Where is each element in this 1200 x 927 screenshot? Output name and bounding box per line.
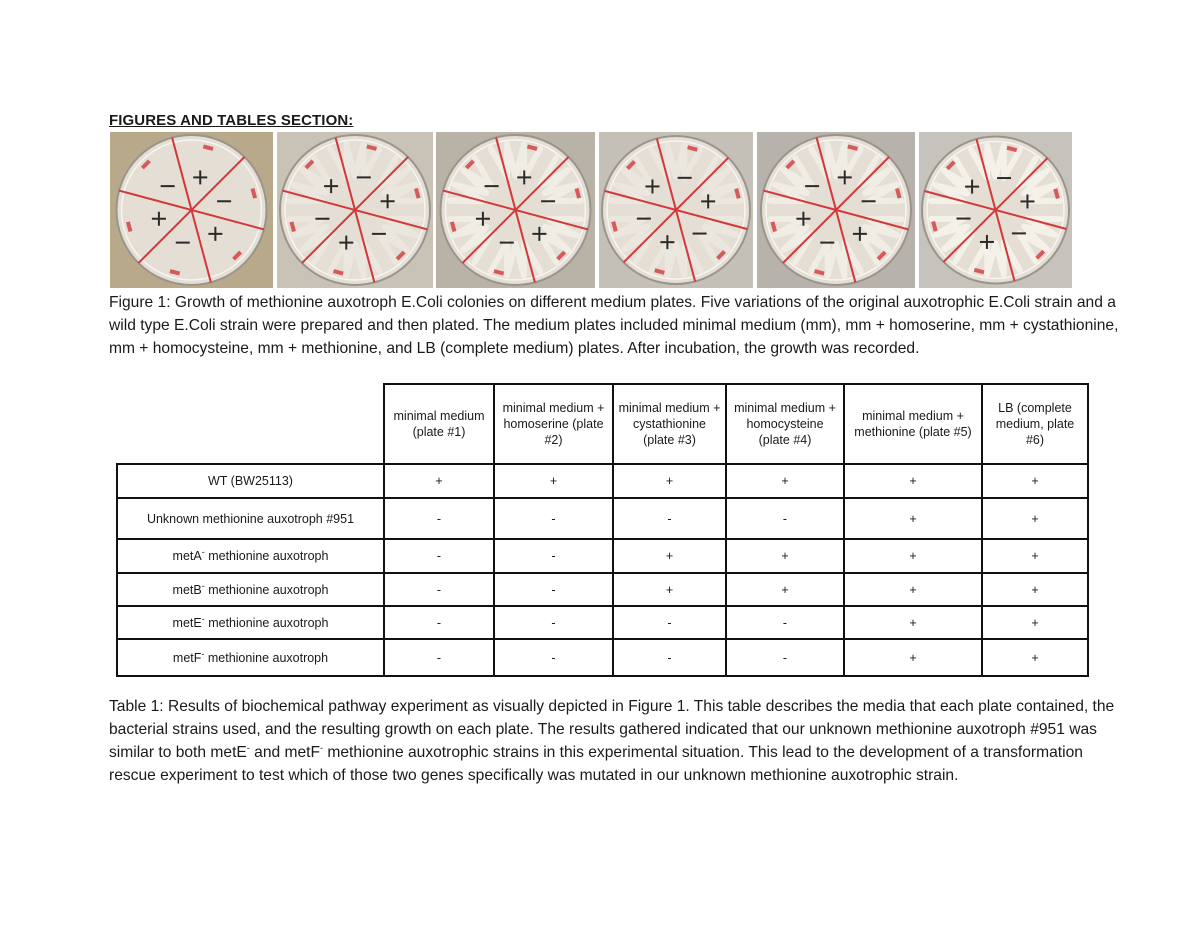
petri-dish-drawing <box>919 132 1072 288</box>
growth-cell: + <box>726 573 844 606</box>
figure-1-plate-photos <box>110 132 1072 288</box>
petri-dish-drawing <box>277 132 433 288</box>
gene-name: metE <box>172 615 202 630</box>
growth-cell: - <box>384 639 494 676</box>
column-header: minimal medium + homocysteine (plate #4) <box>726 384 844 464</box>
growth-cell: + <box>982 573 1088 606</box>
table-caption-text: and <box>249 744 285 761</box>
growth-cell: + <box>844 606 982 639</box>
growth-cell: + <box>982 464 1088 498</box>
results-table <box>116 383 1089 677</box>
table-header-row <box>117 384 1088 464</box>
growth-cell: + <box>982 498 1088 539</box>
gene-name: metB <box>172 582 202 597</box>
growth-cell: + <box>384 464 494 498</box>
gene-name: metE <box>210 744 247 761</box>
table-row <box>117 464 1088 498</box>
growth-cell: + <box>726 539 844 573</box>
petri-dish-drawing <box>436 132 595 288</box>
growth-cell: - <box>384 606 494 639</box>
growth-cell: - <box>494 539 613 573</box>
plate-photo-2 <box>277 132 433 288</box>
growth-cell: + <box>844 539 982 573</box>
growth-cell: - <box>613 606 726 639</box>
plate-photo-1 <box>110 132 273 288</box>
growth-cell: - <box>384 573 494 606</box>
growth-cell: - <box>494 606 613 639</box>
growth-cell: + <box>982 539 1088 573</box>
superscript-minus: - <box>201 580 205 591</box>
column-header: minimal medium (plate #1) <box>384 384 494 464</box>
growth-cell: + <box>613 464 726 498</box>
strain-label <box>117 539 384 573</box>
growth-cell: - <box>384 498 494 539</box>
growth-cell: + <box>844 573 982 606</box>
plate-photo-4 <box>599 132 753 288</box>
table-row <box>117 606 1088 639</box>
plate-photo-3 <box>436 132 595 288</box>
strain-label <box>117 573 384 606</box>
superscript-minus: - <box>201 546 205 557</box>
table-row <box>117 498 1088 539</box>
growth-cell: - <box>384 539 494 573</box>
growth-cell: + <box>726 464 844 498</box>
petri-dish-drawing <box>757 132 915 288</box>
superscript-minus: - <box>201 613 205 624</box>
growth-cell: + <box>844 464 982 498</box>
growth-cell: + <box>613 573 726 606</box>
growth-cell: - <box>726 639 844 676</box>
table-caption-text: methionine auxotrophic strains in this experimental situation. This lead to the development of a transformation rescue experiment to test which of those two genes specifically was mutated in our unknown methionine auxotrophic strain. <box>109 744 1083 784</box>
superscript-minus: - <box>320 742 324 753</box>
strain-label <box>117 606 384 639</box>
strain-suffix: methionine auxotroph <box>204 615 329 630</box>
growth-cell: - <box>726 606 844 639</box>
table-row <box>117 573 1088 606</box>
table-row <box>117 539 1088 573</box>
growth-cell: + <box>844 639 982 676</box>
figure-caption: Figure 1: Growth of methionine auxotroph E.Coli colonies on different medium plates. Five variations of the original auxotrophic E.Coli strain and a wild type E.Coli strain were prepared and then plated. The medium plates included minimal medium (mm), mm + homoserine, mm + cystathionine, mm + homocysteine, mm + methionine, and LB (complete medium) plates. After incubation, the growth was recorded. <box>109 294 1119 357</box>
strain-label: Unknown methionine auxotroph #951 <box>117 498 384 539</box>
gene-name: metF <box>284 744 321 761</box>
plate-photo-5 <box>757 132 915 288</box>
petri-dish-drawing <box>110 132 273 288</box>
growth-cell: + <box>982 606 1088 639</box>
growth-cell: + <box>494 464 613 498</box>
growth-cell: + <box>613 539 726 573</box>
section-heading: FIGURES AND TABLES SECTION: <box>109 112 354 129</box>
column-header: minimal medium + cystathionine (plate #3) <box>613 384 726 464</box>
strain-suffix: methionine auxotroph <box>204 650 329 665</box>
plate-photo-6 <box>919 132 1072 288</box>
growth-cell: + <box>982 639 1088 676</box>
growth-cell: - <box>726 498 844 539</box>
superscript-minus: - <box>246 742 250 753</box>
column-header: minimal medium + homoserine (plate #2) <box>494 384 613 464</box>
column-header: minimal medium + methionine (plate #5) <box>844 384 982 464</box>
strain-suffix: methionine auxotroph <box>204 582 329 597</box>
growth-cell: - <box>613 639 726 676</box>
strain-label: WT (BW25113) <box>117 464 384 498</box>
growth-cell: - <box>494 498 613 539</box>
superscript-minus: - <box>201 648 205 659</box>
column-header: LB (complete medium, plate #6) <box>982 384 1088 464</box>
table-row <box>117 639 1088 676</box>
table-caption-text: Table 1: Results of biochemical pathway experiment as visually depicted in Figure 1. This table describes the media that each plate contained, the bacterial strains used, and the resulting growth on each plate. The results gathered indicated that our unknown methionine auxotroph #951 was similar to both <box>109 698 1115 761</box>
gene-name: metA <box>172 549 202 563</box>
growth-cell: + <box>844 498 982 539</box>
table-corner-cell <box>117 384 384 464</box>
petri-dish-drawing <box>599 132 753 288</box>
growth-cell: - <box>494 573 613 606</box>
table-caption <box>109 695 1119 787</box>
strain-suffix: methionine auxotroph <box>204 549 329 563</box>
gene-name: metF <box>172 650 202 665</box>
growth-cell: - <box>494 639 613 676</box>
strain-label <box>117 639 384 676</box>
growth-cell: - <box>613 498 726 539</box>
